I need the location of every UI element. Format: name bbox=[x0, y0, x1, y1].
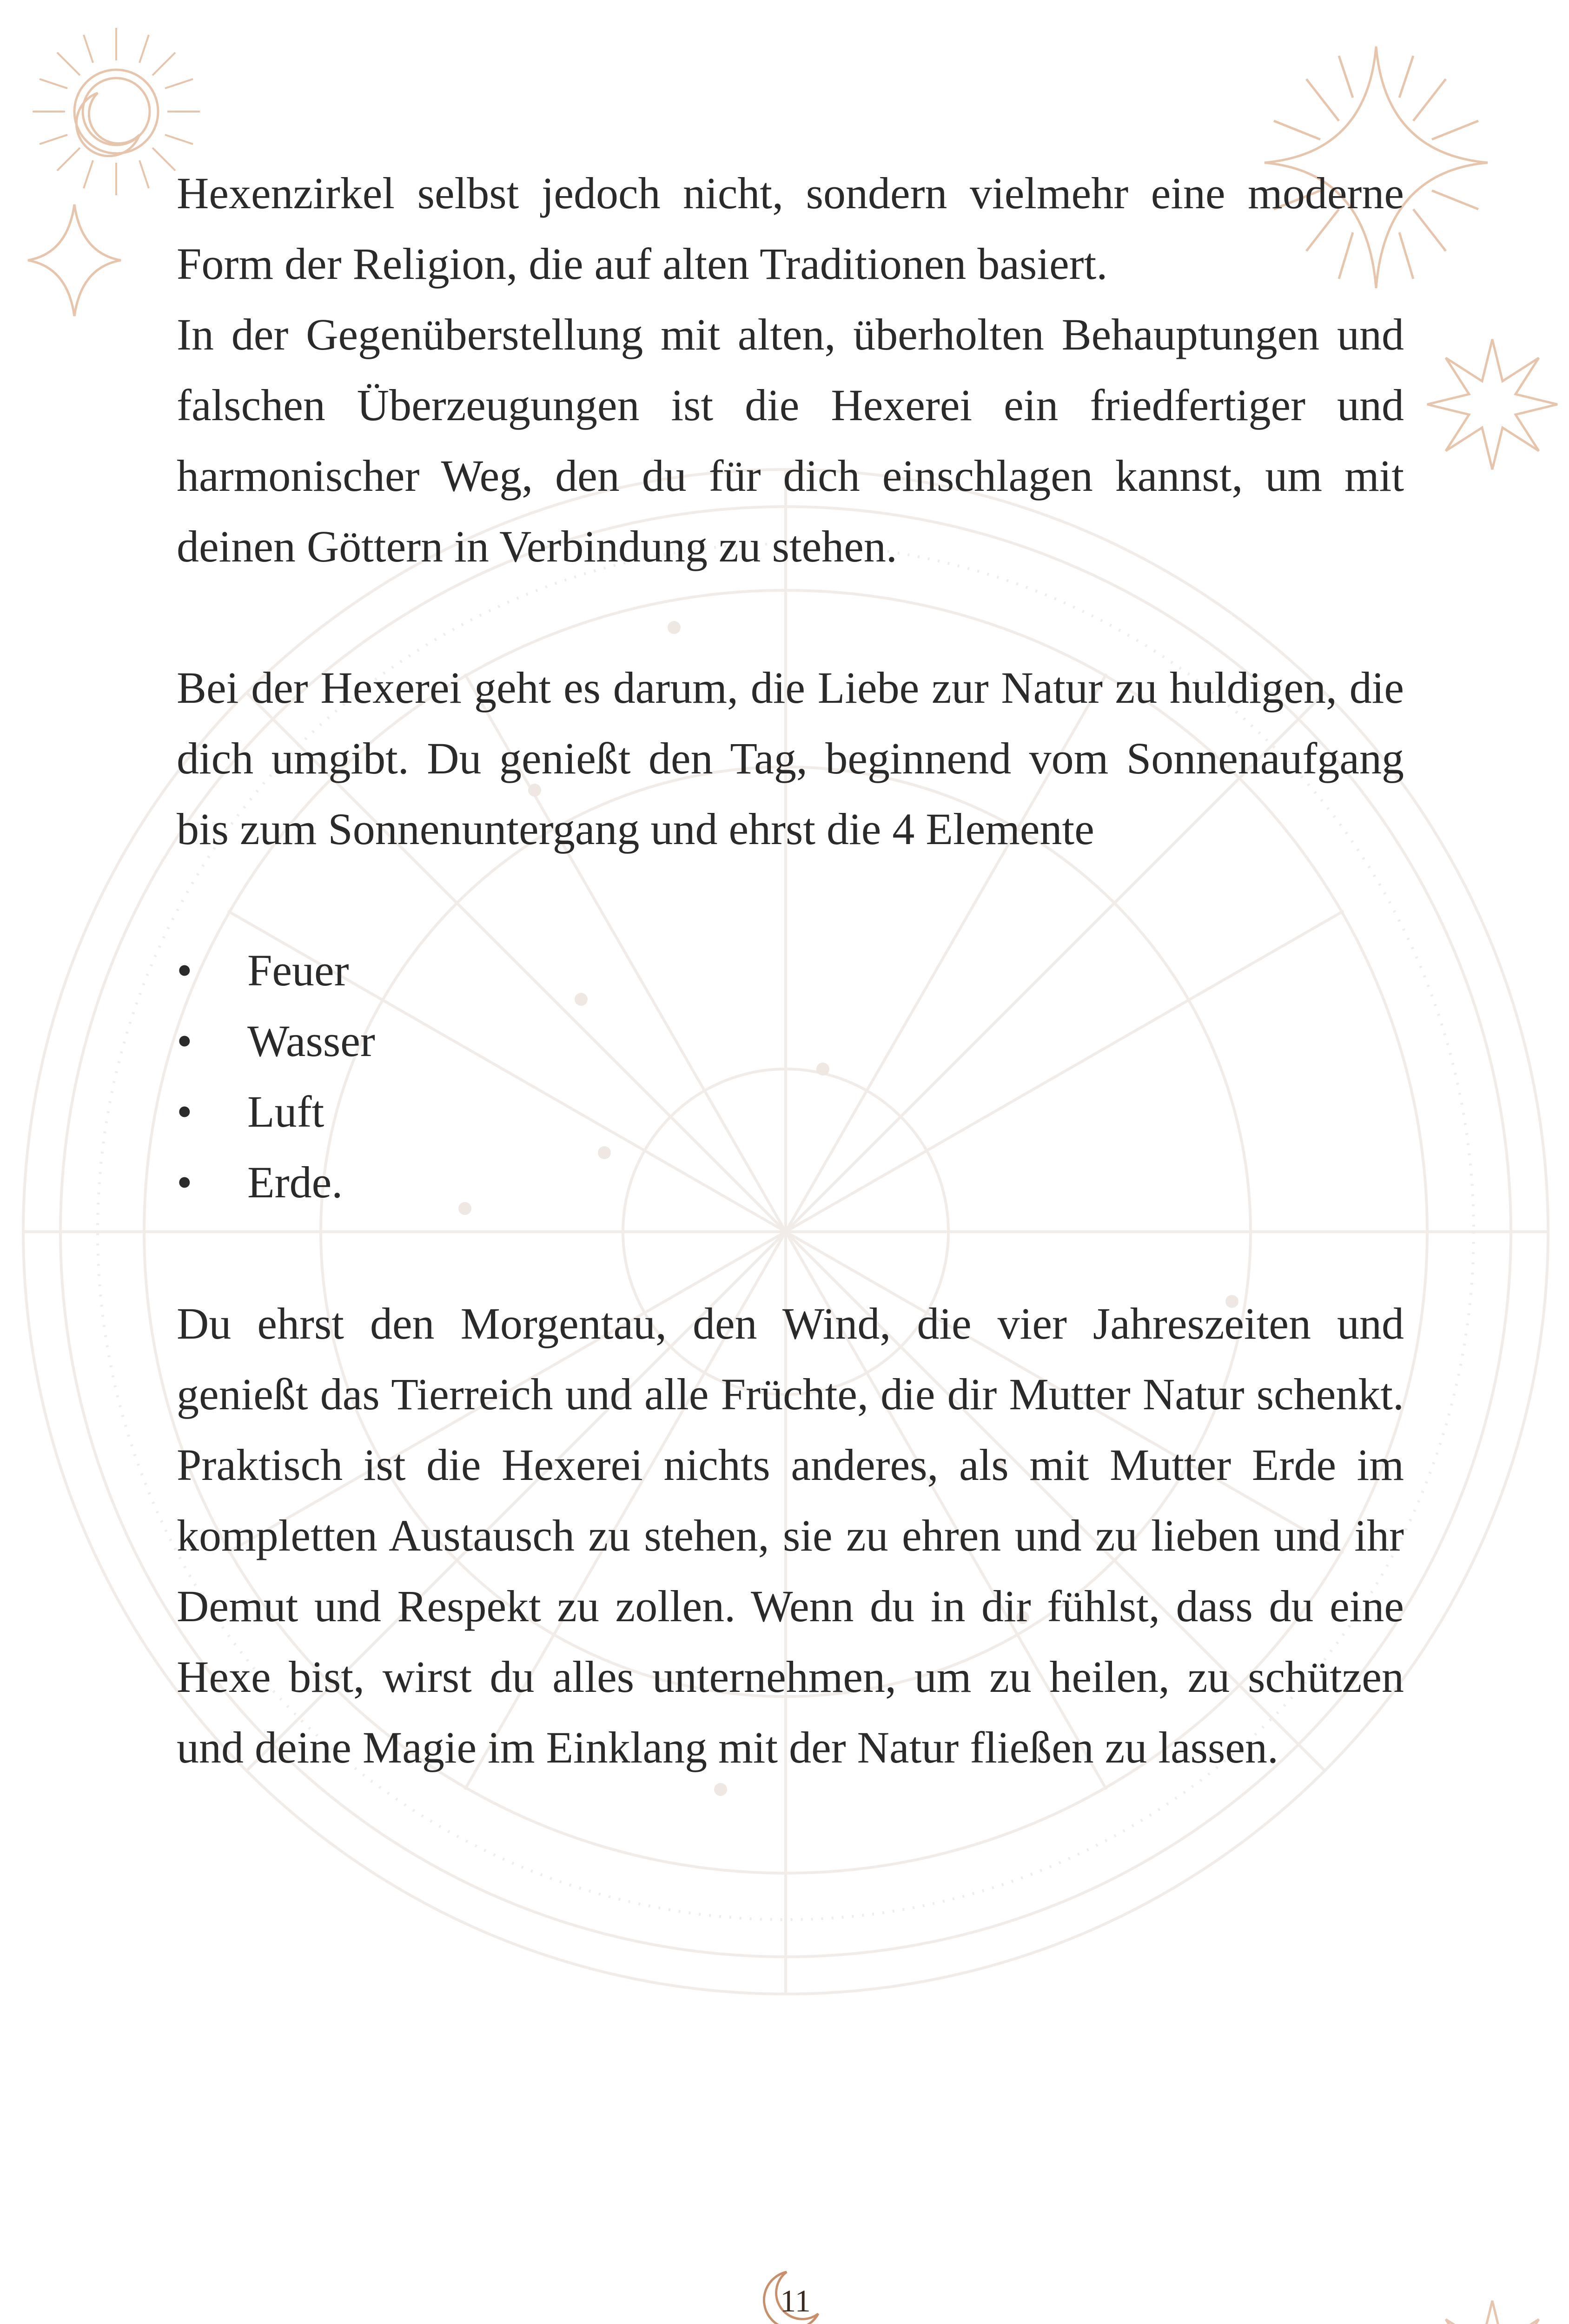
body-paragraph: In der Gegenüberstellung mit alten, überholten Behauptungen und falschen Überzeugungen ist die Hexerei ein friedfertiger und harmonischer Weg, den du für dich einschlagen kannst, um mit deinen Göttern in Verbindung zu stehen. bbox=[177, 310, 1404, 571]
elements-list bbox=[177, 935, 1404, 1218]
body-paragraph: Hexenzirkel selbst jedoch nicht, sondern vielmehr eine moderne Form der Religion, die auf alten Traditionen basiert. bbox=[177, 168, 1404, 289]
list-item bbox=[177, 1076, 1404, 1147]
bullet: • bbox=[177, 1087, 192, 1136]
list-item-label: Feuer bbox=[247, 945, 349, 995]
list-item-label: Erde. bbox=[247, 1157, 343, 1207]
eight-point-star-icon bbox=[1423, 335, 1562, 474]
list-item-label: Wasser bbox=[247, 1016, 375, 1066]
page-body bbox=[177, 158, 1404, 1783]
paragraph-gap bbox=[177, 582, 1404, 653]
paragraph-gap bbox=[177, 865, 1404, 935]
list-item bbox=[177, 1006, 1404, 1076]
bullet: • bbox=[177, 945, 192, 995]
page-number-text: 11 bbox=[780, 2283, 811, 2318]
body-paragraph: Du ehrst den Morgentau, den Wind, die vier Jahreszeiten und genießt das Tierreich und alle Früchte, die dir Mutter Natur schenkt. Praktisch ist die Hexerei nichts anderes, als mit Mutter Erde im kompletten Austausch zu stehen, sie zu ehren und zu lieben und ihr Demut und Respekt zu zollen. Wenn du in dir fühlst, dass du eine Hexe bist, wirst du alles unternehmen, um zu heilen, zu schützen und deine Magie im Einklang mit der Natur fließen zu lassen. bbox=[177, 1299, 1404, 1772]
paragraph-gap bbox=[177, 1218, 1404, 1288]
eight-point-star-icon bbox=[1423, 2296, 1562, 2324]
four-point-star-icon bbox=[23, 200, 126, 321]
list-item-label: Luft bbox=[247, 1087, 324, 1136]
page-number bbox=[758, 2268, 823, 2324]
body-paragraph: Bei der Hexerei geht es darum, die Liebe zur Natur zu huldigen, die dich umgibt. Du genießt den Tag, beginnend vom Sonnenaufgang bis zum Sonnenuntergang und ehrst die 4 Elemente bbox=[177, 663, 1404, 854]
list-item bbox=[177, 935, 1404, 1006]
bullet: • bbox=[177, 1016, 192, 1066]
bullet: • bbox=[177, 1157, 192, 1207]
list-item bbox=[177, 1147, 1404, 1218]
